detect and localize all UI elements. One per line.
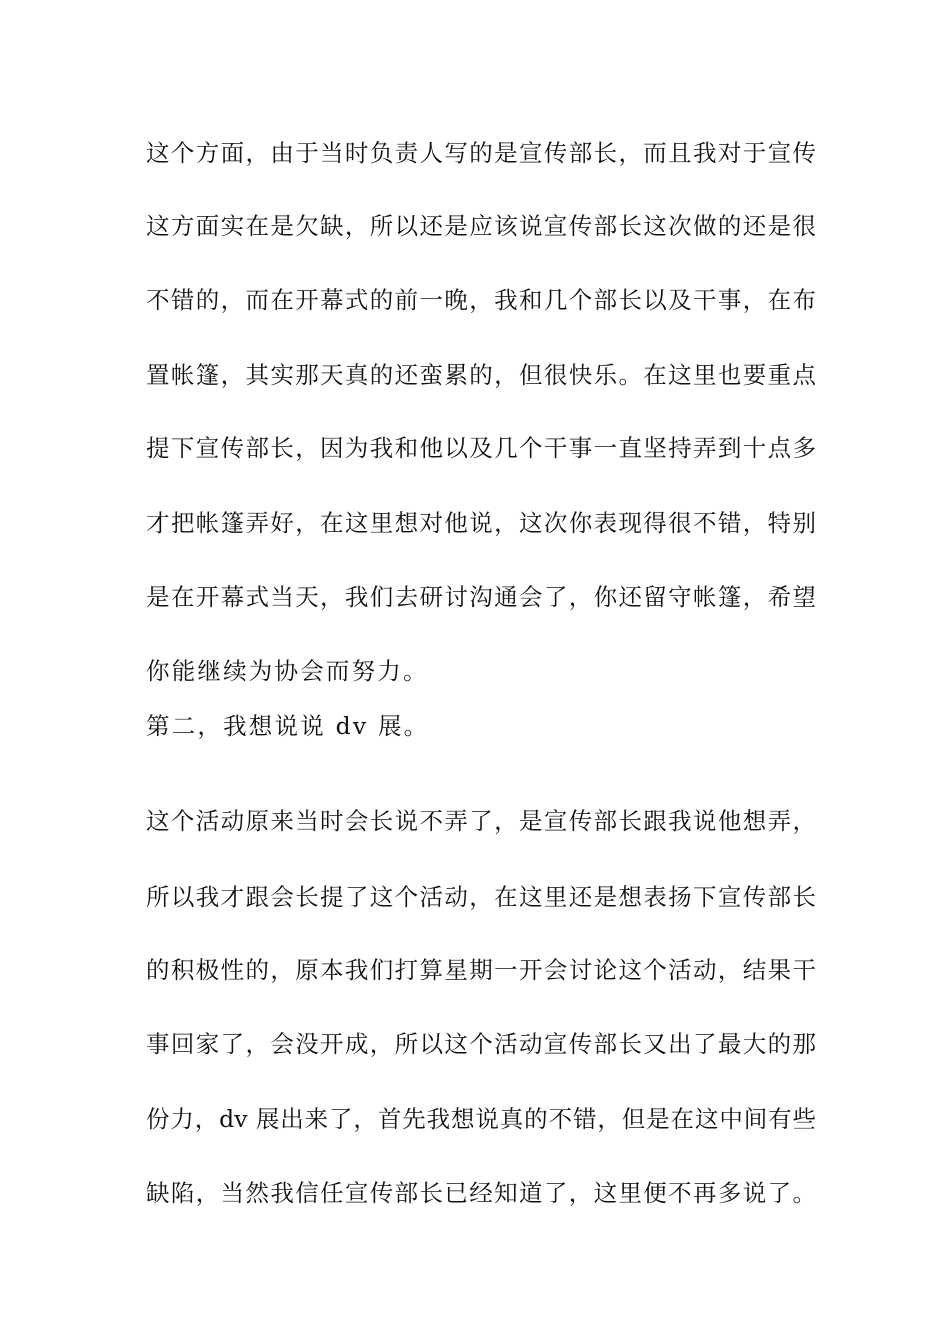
text-line-11: 的积极性的，原本我们打算星期一开会讨论这个活动，结果干 bbox=[146, 956, 816, 984]
text-line-4: 置帐篷，其实那天真的还蛮累的，但很快乐。在这里也要重点 bbox=[146, 361, 816, 389]
text-line-9: 这个活动原来当时会长说不弄了，是宣传部长跟我说他想弄， bbox=[146, 807, 816, 835]
text-line-12: 事回家了，会没开成，所以这个活动宣传部长又出了最大的那 bbox=[146, 1030, 816, 1058]
text-line-8: 你能继续为协会而努力。 bbox=[146, 657, 429, 685]
text-line-14: 缺陷，当然我信任宣传部长已经知道了，这里便不再多说了。 bbox=[146, 1179, 816, 1207]
text-line-13: 份力，dv 展出来了，首先我想说真的不错，但是在这中间有些 bbox=[146, 1105, 816, 1133]
text-line-5: 提下宣传部长，因为我和他以及几个干事一直坚持弄到十点多 bbox=[146, 434, 816, 462]
text-line-2: 这方面实在是欠缺，所以还是应该说宣传部长这次做的还是很 bbox=[146, 212, 816, 240]
section-heading: 第二，我想说说 dv 展。 bbox=[146, 712, 430, 740]
text-line-10: 所以我才跟会长提了这个活动，在这里还是想表扬下宣传部长 bbox=[146, 883, 816, 911]
text-line-1: 这个方面，由于当时负责人写的是宣传部长，而且我对于宣传 bbox=[146, 139, 816, 167]
text-line-7: 是在开幕式当天，我们去研讨沟通会了，你还留守帐篷，希望 bbox=[146, 583, 816, 611]
text-line-3: 不错的，而在开幕式的前一晚，我和几个部长以及干事，在布 bbox=[146, 286, 816, 314]
text-line-6: 才把帐篷弄好，在这里想对他说，这次你表现得很不错，特别 bbox=[146, 509, 816, 537]
